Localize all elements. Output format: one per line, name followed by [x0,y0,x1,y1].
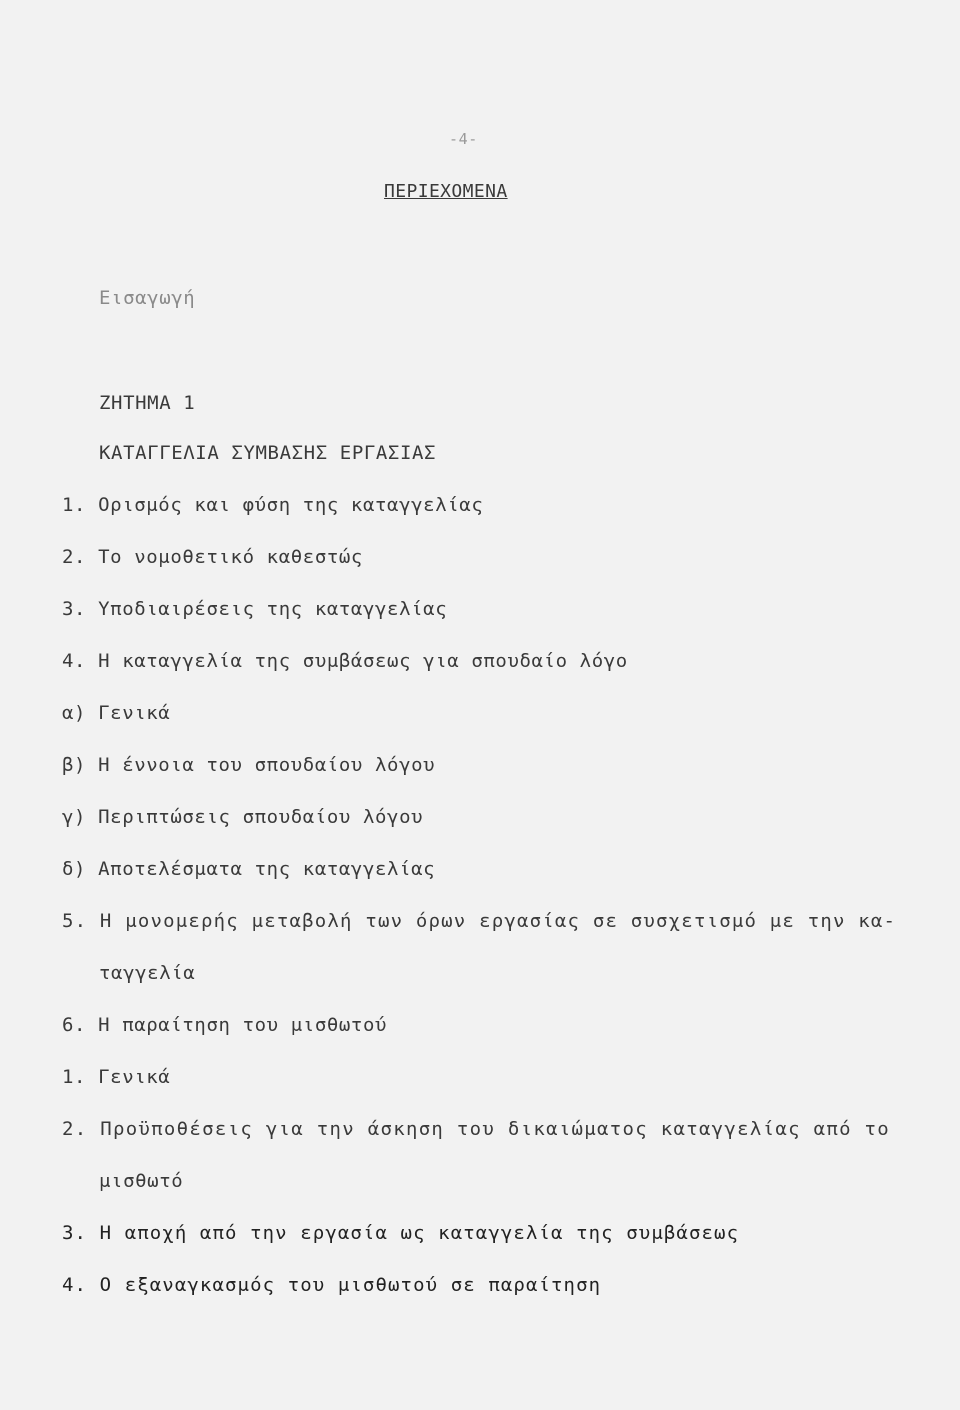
toc-subitem: α) Γενικά [62,702,171,724]
toc-intro: Εισαγωγή [99,287,196,309]
toc-subitem: 3. Η αποχή από την εργασία ως καταγγελία της συμβάσεως [62,1222,740,1244]
chapter-label: ΖΗΤΗΜΑ 1 [99,392,196,414]
toc-item-continuation: ταγγελία [99,962,196,984]
toc-item: 1. Ορισμός και φύση της καταγγελίας [62,494,484,516]
toc-subitem: δ) Αποτελέσματα της καταγγελίας [62,858,436,880]
toc-item: 2. Το νομοθετικό καθεστώς [62,546,363,568]
toc-subitem: 2. Προϋποθέσεις για την άσκηση του δικαιώματος καταγγελίας από το [62,1118,891,1140]
toc-item: 4. Η καταγγελία της συμβάσεως για σπουδαίο λόγο [62,650,628,672]
page-title: ΠΕΡΙΕΧΟΜΕΝΑ [384,181,508,202]
toc-subitem: 4. Ο εξαναγκασμός του μισθωτού σε παραίτηση [62,1274,602,1296]
chapter-heading: ΚΑΤΑΓΓΕΛΙΑ ΣΥΜΒΑΣΗΣ ΕΡΓΑΣΙΑΣ [99,442,437,464]
toc-subitem: β) Η έννοια του σπουδαίου λόγου [62,754,436,776]
toc-item: 6. Η παραίτηση του μισθωτού [62,1014,388,1036]
toc-item: 3. Υποδιαιρέσεις της καταγγελίας [62,598,448,620]
toc-item-continuation: μισθωτό [99,1170,184,1192]
toc-subitem: γ) Περιπτώσεις σπουδαίου λόγου [62,806,424,828]
toc-subitem: 1. Γενικά [62,1066,171,1088]
page-number: -4- [449,130,478,148]
toc-item: 5. Η μονομερής μεταβολή των όρων εργασίας σε συσχετισμό με την κα- [62,910,897,932]
